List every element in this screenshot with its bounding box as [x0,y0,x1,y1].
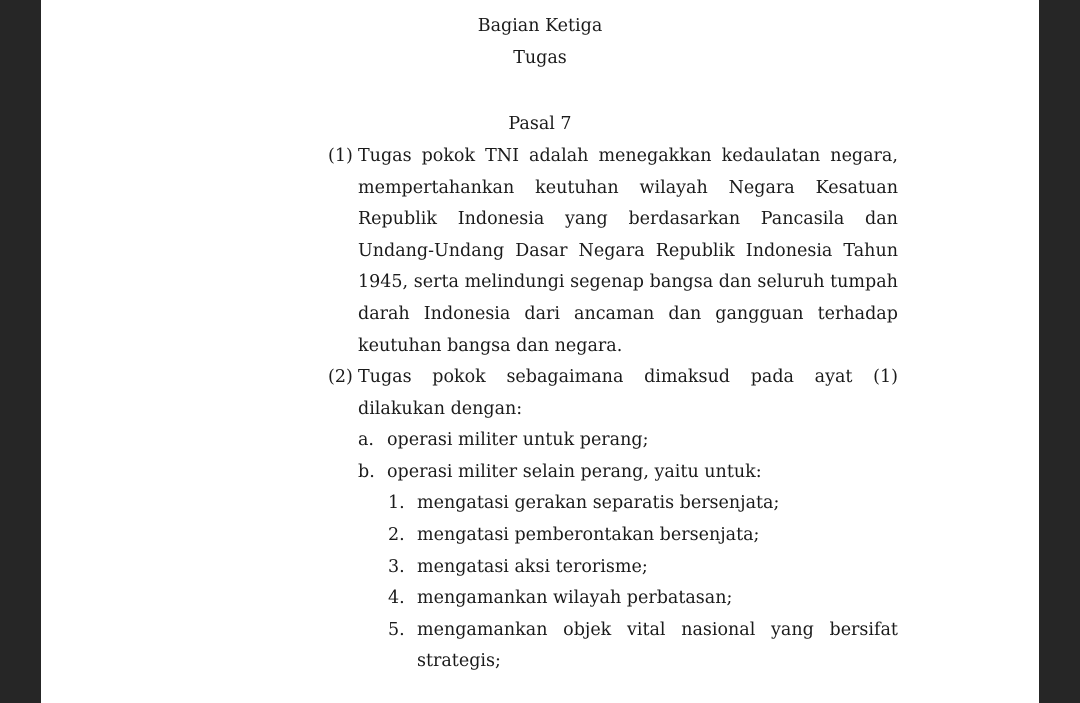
word: Tahun [843,241,898,261]
word: darah [358,304,410,324]
item-a-text: operasi militer untuk perang; [387,430,649,450]
word: 1945, [358,272,409,292]
word: ayat [814,367,853,387]
paragraph-2-line-last: dilakukan dengan: [358,399,523,419]
word: melindungi [464,272,565,292]
word: berdasarkan [628,209,741,229]
word: nasional [681,620,756,640]
paragraph-1-line [358,145,898,167]
subitem-3-marker: 3. [388,557,405,577]
word: dan [718,272,752,292]
word: Tugas [358,146,412,166]
word: wilayah [639,178,708,198]
item-b-marker: b. [358,462,375,482]
word: Indonesia [457,209,545,229]
paragraph-2-number: (2) [328,367,353,387]
word: vital [626,620,666,640]
section-subtitle: Tugas [513,48,567,68]
subitem-3-text: mengatasi aksi terorisme; [417,557,648,577]
paragraph-1-line [358,240,898,262]
word: mengamankan [417,620,548,640]
paragraph-1-number: (1) [328,146,353,166]
paragraph-1-line [358,271,898,293]
item-a-marker: a. [358,430,374,450]
word: dimaksud [644,367,730,387]
word: Republik [358,209,438,229]
subitem-4-text: mengamankan wilayah perbatasan; [417,588,733,608]
subitem-2-text: mengatasi pemberontakan bersenjata; [417,525,760,545]
word: TNI [485,146,520,166]
subitem-1-marker: 1. [388,493,405,513]
word: Negara [578,241,645,261]
word: serta [413,272,459,292]
word: Negara [728,178,795,198]
word: objek [563,620,612,640]
word: negara, [830,146,898,166]
subitem-5-text [417,619,898,641]
word: Undang-Undang [358,241,505,261]
subitem-5-marker: 5. [388,620,405,640]
word: Pancasila [760,209,845,229]
word: kedaulatan [721,146,821,166]
paragraph-1-line-last: keutuhan bangsa dan negara. [358,336,623,356]
item-b-text: operasi militer selain perang, yaitu untuk: [387,462,762,482]
word: bangsa [649,272,714,292]
word: gangguan [715,304,804,324]
word: pokok [421,146,476,166]
word: bersifat [829,620,898,640]
word: tumpah [830,272,898,292]
subitem-5-text-continued: strategis; [417,651,501,671]
word: Kesatuan [815,178,898,198]
word: pada [750,367,794,387]
word: seluruh [757,272,825,292]
word: segenap [570,272,644,292]
word: (1) [873,367,898,387]
word: yang [564,209,608,229]
right-dark-margin [1039,0,1080,703]
word: dari [524,304,560,324]
word: mempertahankan [358,178,515,198]
word: dan [865,209,898,229]
paragraph-1-line [358,208,898,230]
word: pokok [432,367,486,387]
section-heading: Bagian Ketiga [477,16,603,36]
subitem-1-text: mengatasi gerakan separatis bersenjata; [417,493,780,513]
left-dark-margin [0,0,41,703]
word: Republik [655,241,735,261]
word: ancaman [574,304,655,324]
word: Dasar [515,241,568,261]
word: menegakkan [598,146,712,166]
subitem-4-marker: 4. [388,588,405,608]
word: yang [771,620,814,640]
word: adalah [529,146,589,166]
word: keutuhan [535,178,619,198]
paragraph-2-line [358,366,898,388]
word: Indonesia [745,241,833,261]
word: dan [668,304,702,324]
word: sebagaimana [506,367,624,387]
word: Indonesia [423,304,511,324]
word: Tugas [358,367,412,387]
word: terhadap [817,304,898,324]
paragraph-1-line [358,303,898,325]
paragraph-1-line [358,177,898,199]
article-heading: Pasal 7 [508,114,572,134]
subitem-2-marker: 2. [388,525,405,545]
